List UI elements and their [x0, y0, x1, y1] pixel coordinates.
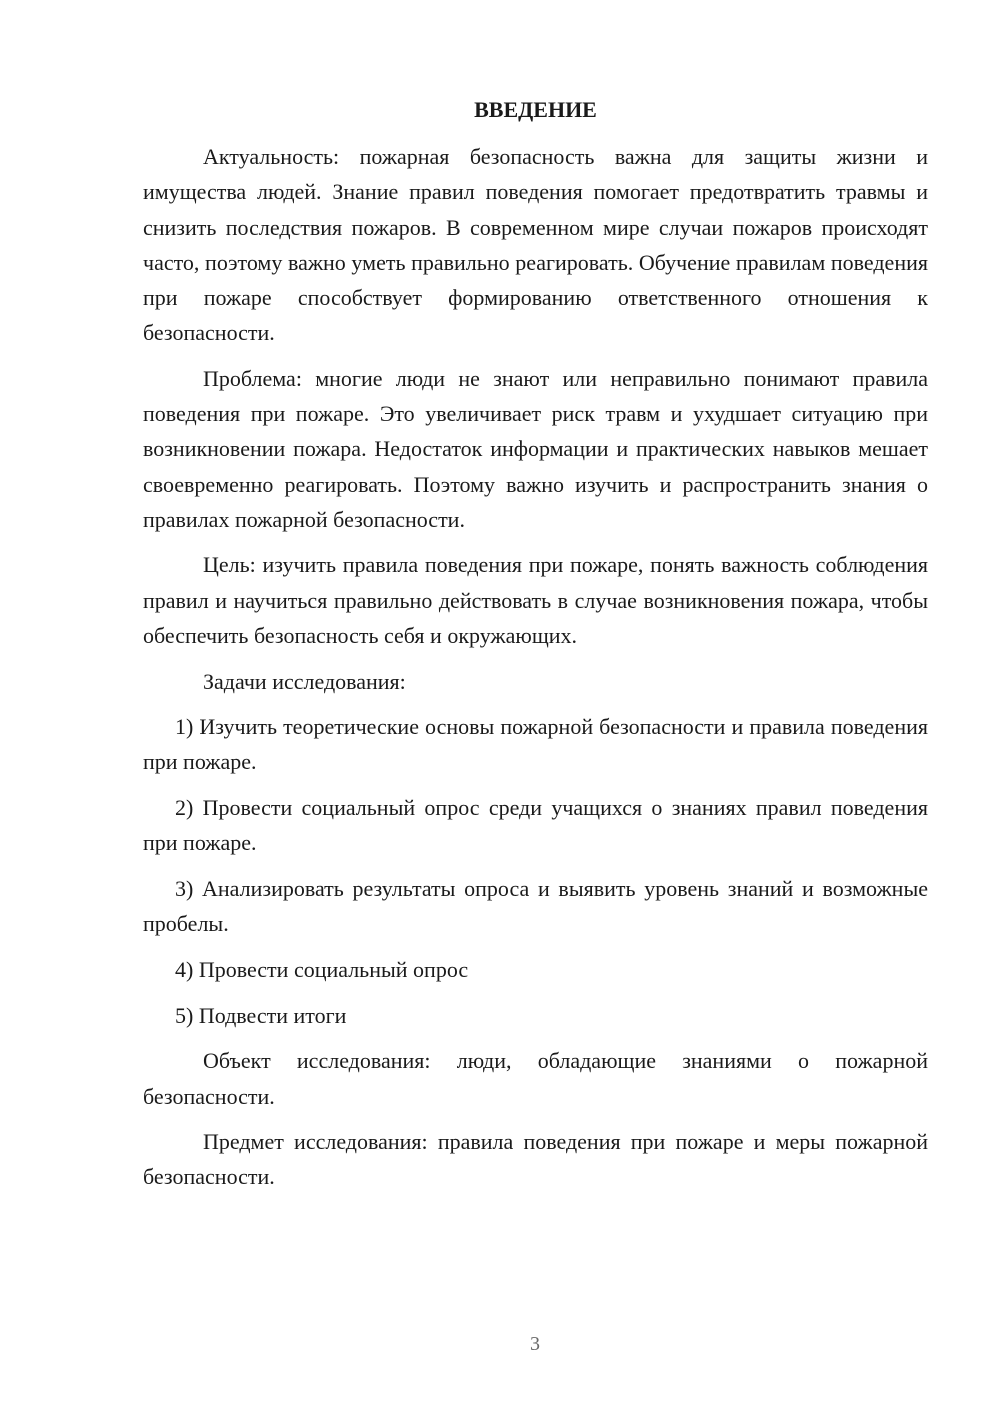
task-item: 3) Анализировать результаты опроса и выявить уровень знаний и возможные пробелы.	[143, 876, 928, 937]
task-item: 4) Провести социальный опрос	[175, 956, 469, 982]
task-item: 1) Изучить теоретические основы пожарной безопасности и правила поведения при пожаре.	[143, 714, 928, 775]
problem-paragraph: Проблема: многие люди не знают или неправильно понимают правила поведения при пожаре. Это увеличивает риск травм и ухудшает ситуацию при возникновении пожара. Недостаток информации и практических навыков мешает своевременно реагировать. Поэтому важно изучить и распространить знания о правилах пожарной безопасности.	[143, 365, 928, 532]
relevance-paragraph: Актуальность: пожарная безопасность важна для защиты жизни и имущества людей. Знание правил поведения помогает предотвратить травмы и снизить последствия пожаров. В современном мире случаи пожаров происходят часто, поэтому важно уметь правильно реагировать. Обучение правилам поведения при пожаре способствует формированию ответственного отношения к безопасности.	[143, 144, 928, 346]
task-item: 2) Провести социальный опрос среди учащихся о знаниях правил поведения при пожаре.	[143, 795, 928, 856]
page-number: 3	[530, 1333, 540, 1355]
page-content	[143, 92, 928, 1205]
subject-paragraph: Предмет исследования: правила поведения при пожаре и меры пожарной безопасности.	[143, 1129, 928, 1190]
tasks-heading: Задачи исследования:	[203, 668, 406, 694]
task-item: 5) Подвести итоги	[175, 1002, 347, 1028]
goal-paragraph: Цель: изучить правила поведения при пожаре, понять важность соблюдения правил и научиться правильно действовать в случае возникновения пожара, чтобы обеспечить безопасность себя и окружающих.	[143, 552, 928, 648]
object-paragraph: Объект исследования: люди, обладающие знаниями о пожарной безопасности.	[143, 1048, 928, 1109]
section-title: ВВЕДЕНИЕ	[474, 97, 597, 122]
